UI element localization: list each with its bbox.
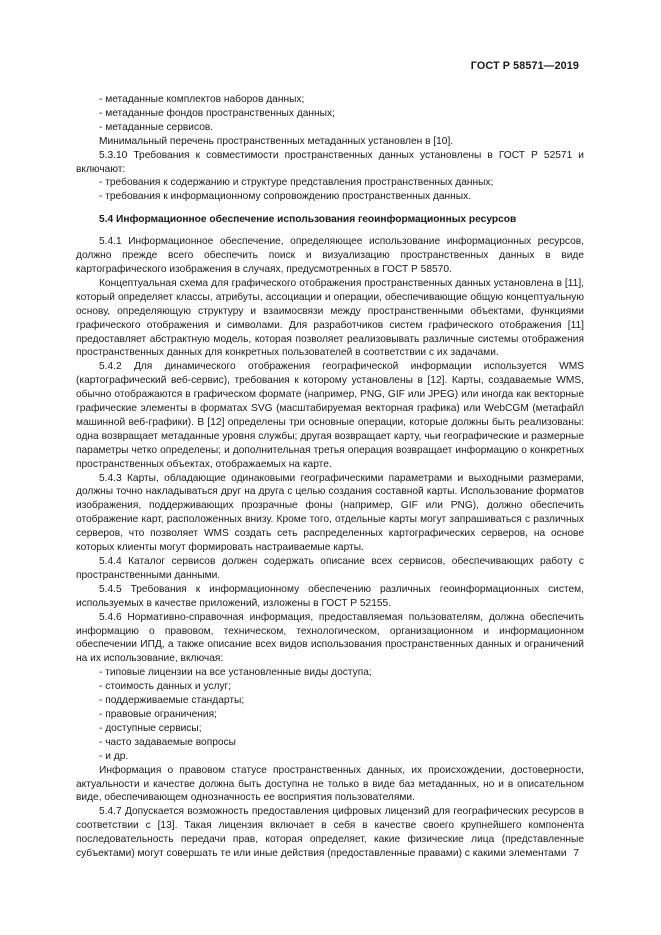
list-item: - и др. [99, 750, 129, 762]
list-item: - поддерживаемые стандарты; [99, 695, 245, 707]
list-item: - стоимость данных и услуг; [99, 681, 232, 693]
list-item: - метаданные фондов пространственных данных; [99, 107, 335, 119]
paragraph-5-3-10: 5.3.10 Требования к совместимости пространственных данных установлены в ГОСТ Р 52571 и включают: [76, 149, 584, 175]
list-item: - часто задаваемые вопросы [99, 736, 236, 748]
list-item: - правовые ограничения; [99, 708, 217, 720]
document-code: ГОСТ Р 58571—2019 [470, 60, 579, 72]
section-heading: 5.4 Информационное обеспечение использования геоинформационных ресурсов [99, 214, 517, 226]
list-item: - требования к содержанию и структуре представления пространственных данных; [99, 177, 494, 189]
paragraph: Минимальный перечень пространственных метаданных установлен в [10]. [99, 135, 454, 147]
paragraph: Концептуальная схема для графического отображения пространственных данных установлена в [11], который определяет классы, атрибуты, ассоциации и операции, обеспечивающие общую концептуальную основу, определяющую структуру и взаимосвязи между пространственными объектами, функциями графического отображения и символами. Для разработчиков систем графического отображения [11] предоставляет абстрактную модель, которая позволяет реализовывать различные системы отображения пространственных данных для конкретных пользователей в соответствии с их задачами. [76, 277, 584, 359]
paragraph-5-4-6: 5.4.6 Нормативно-справочная информация, предоставляемая пользователям, должна обеспечить информацию о правовом, техническом, технологическом, организационном и информационном обеспечении ИПД, а также описание всех видов использования пространственных данных и ограничений на их использование, включая: [76, 611, 584, 665]
list-item: - типовые лицензии на все установленные виды доступа; [99, 667, 372, 679]
paragraph-5-4-3: 5.4.3 Карты, обладающие одинаковыми географическими параметрами и выходными размерами, должны точно накладываться друг на друга с целью создания составной карты. Использование форматов изображения, поддерживающих прозрачные фоны (например, GIF или PNG), должно обеспечить отображение карт, расположенных внизу. Кроме того, отдельные карты могут запрашиваться с различных серверов, что позволяет WMS создать сеть распределенных картографических серверов, на основе которых клиенты могут формировать настраиваемые карты. [76, 472, 584, 554]
list-item: - метаданные сервисов. [99, 121, 214, 133]
list-item: - требования к информационному сопровождению пространственных данных. [99, 191, 472, 203]
paragraph-5-4-1: 5.4.1 Информационное обеспечение, определяющее использование информационных ресурсов, должно прежде всего обеспечить поиск и визуализацию пространственных данных в виде картографического изображения в случаях, предусмотренных в ГОСТ Р 58570. [76, 236, 584, 275]
list-item: - доступные сервисы; [99, 722, 202, 734]
paragraph: Информация о правовом статусе пространственных данных, их происхождении, достоверности, актуальности и качестве должна быть доступна не только в виде баз метаданных, но и в описательном виде, обеспечивающем однозначность ее восприятия пользователями. [76, 764, 584, 804]
paragraph-5-4-5: 5.4.5 Требования к информационному обеспечению различных геоинформационных систем, используемых в качестве приложений, изложены в ГОСТ Р 52155. [76, 583, 584, 609]
page-number: 7 [573, 848, 579, 859]
paragraph-5-4-4: 5.4.4 Каталог сервисов должен содержать описание всех сервисов, обеспечивающих работу с пространственными данными. [76, 556, 584, 581]
paragraph-5-4-7: 5.4.7 Допускается возможность предоставления цифровых лицензий для географических ресурсов в соответствии с [13]. Такая лицензия включает в себя в качестве своего крупнейшего компонента последовательность передачи прав, которая определяет, какие физические лица (представленные субъектами) могут совершать те или иные действия (предоставленные правами) с какими элементами [76, 806, 584, 860]
paragraph-5-4-2: 5.4.2 Для динамического отображения географической информации используется WMS (картографический веб-сервис), требования к которому установлены в [12]. Карты, создаваемые WMS, обычно отображаются в графическом формате (например, PNG, GIF или JPEG) или иногда как векторные графические элементы в форматах SVG (масштабируемая векторная графика) или WebCGM (метафайл машинной веб-графики). В [12] определены три основные операции, которые должны быть реализованы: одна возвращает метаданные уровня службы; другая возвращает карту, чьи географические и размерные параметры четко определены; и дополнительная третья операция возвращает информацию о конкретных пространственных объектах, отображаемых на карте. [76, 361, 584, 470]
document-body [76, 93, 584, 861]
list-item: - метаданные комплектов наборов данных; [99, 94, 305, 105]
